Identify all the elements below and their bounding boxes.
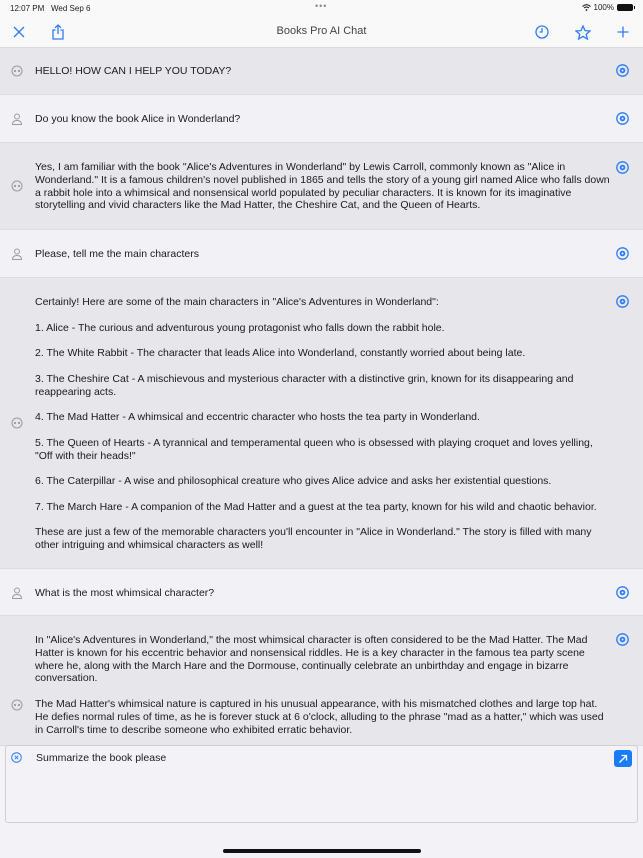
battery-icon xyxy=(617,4,633,11)
plus-icon xyxy=(617,26,629,38)
chat-message-list[interactable] xyxy=(0,48,643,746)
message-action-button[interactable] xyxy=(616,161,629,174)
battery-percent: 100% xyxy=(593,3,614,12)
message-action-button[interactable] xyxy=(616,586,629,599)
gear-icon xyxy=(616,64,629,77)
gear-icon xyxy=(616,586,629,599)
gear-icon xyxy=(616,295,629,308)
favorite-button[interactable] xyxy=(572,22,594,42)
character-list-item: 7. The March Hare - A companion of the Mad Hatter and a guest at the tea party, known for his wild and chaotic behavior. xyxy=(35,500,597,513)
chat-message-user xyxy=(0,569,643,616)
chat-message-bot xyxy=(0,278,643,569)
chat-message-user xyxy=(0,95,643,143)
gear-icon xyxy=(616,112,629,125)
message-text: Please, tell me the main characters xyxy=(35,248,199,260)
bot-avatar-icon xyxy=(11,417,23,429)
message-text: HELLO! HOW CAN I HELP YOU TODAY? xyxy=(35,65,232,77)
gear-icon xyxy=(616,633,629,646)
message-text: The Mad Hatter's whimsical nature is captured in his unusual appearance, with his mismatched clothes and large top hat. He defies normal rules of time, as he is forever stuck at 6 o'clock, alluding to the phrase "mad as a hatter," which was used in Carroll's time to describe someone who exhibited erratic behavior. xyxy=(35,697,604,736)
send-button[interactable] xyxy=(614,750,632,767)
bot-avatar-icon xyxy=(11,699,23,711)
status-date: Wed Sep 6 xyxy=(51,4,91,13)
clear-x-circle-icon xyxy=(11,752,22,763)
user-avatar-icon xyxy=(11,248,23,260)
navigation-bar xyxy=(0,16,643,48)
message-text: Do you know the book Alice in Wonderland? xyxy=(35,113,241,125)
message-action-button[interactable] xyxy=(616,633,629,646)
gear-icon xyxy=(616,247,629,260)
message-action-button[interactable] xyxy=(616,112,629,125)
status-indicators xyxy=(582,3,633,12)
new-chat-button[interactable] xyxy=(612,22,634,42)
user-avatar-icon xyxy=(11,113,23,125)
message-text: In "Alice's Adventures in Wonderland," the most whimsical character is often considered to be the Mad Hatter. The Mad Hatter is known for his eccentric behavior and nonsensical riddles. He is a key character in the famous tea party scene where he, along with the March Hare and the Dormouse, continually celebrate an unbirthday and engage in bizarre conversation. xyxy=(35,634,588,685)
bot-avatar-icon xyxy=(11,65,23,77)
message-input[interactable] xyxy=(36,752,596,764)
message-text: What is the most whimsical character? xyxy=(35,587,215,599)
page-title: Books Pro AI Chat xyxy=(276,25,367,37)
send-arrow-icon xyxy=(618,754,628,764)
character-list-item: 2. The White Rabbit - The character that leads Alice into Wonderland, constantly worried about being late. xyxy=(35,347,526,360)
gear-icon xyxy=(616,161,629,174)
character-list-item: 3. The Cheshire Cat - A mischievous and mysterious character with a distinctive grin, known for its disappearing and reappearing acts. xyxy=(35,372,574,398)
character-list-item: 1. Alice - The curious and adventurous young protagonist who falls down the rabbit hole. xyxy=(35,321,445,334)
history-clock-icon xyxy=(535,25,549,39)
message-text: These are just a few of the memorable characters you'll encounter in "Alice in Wonderland." The story is filled with many other intriguing and whimsical characters as well! xyxy=(35,526,592,552)
history-button[interactable] xyxy=(531,22,553,42)
message-composer xyxy=(5,745,638,823)
message-action-button[interactable] xyxy=(616,295,629,308)
wifi-icon xyxy=(582,4,591,11)
character-list-item: 4. The Mad Hatter - A whimsical and eccentric character who hosts the tea party in Wonderland. xyxy=(35,411,480,424)
character-list-item: 6. The Caterpillar - A wise and philosophical creature who gives Alice advice and asks her existential questions. xyxy=(35,475,552,488)
star-icon xyxy=(575,25,591,40)
status-bar xyxy=(0,0,643,16)
status-time: 12:07 PM xyxy=(10,4,45,13)
home-indicator[interactable] xyxy=(223,849,421,853)
message-action-button[interactable] xyxy=(616,247,629,260)
chat-message-bot xyxy=(0,48,643,95)
user-avatar-icon xyxy=(11,587,23,599)
multitasking-dots-icon[interactable]: ••• xyxy=(315,1,328,11)
message-text: Certainly! Here are some of the main characters in "Alice's Adventures in Wonderland": xyxy=(35,296,439,308)
clear-input-button[interactable] xyxy=(11,750,22,761)
chat-message-bot xyxy=(0,616,643,746)
chat-message-user xyxy=(0,230,643,278)
message-action-button[interactable] xyxy=(616,64,629,77)
chat-message-bot xyxy=(0,143,643,230)
character-list-item: 5. The Queen of Hearts - A tyrannical and temperamental queen who is obsessed with playing croquet and loves yelling, "Off with their heads!" xyxy=(35,436,593,462)
message-text: Yes, I am familiar with the book "Alice's Adventures in Wonderland" by Lewis Carroll, commonly known as "Alice in Wonderland." It is a famous children's novel published in 1865 and tells the story of a young girl named Alice who falls down a rabbit hole into a whimsical and nonsensical world populated by peculiar characters. It is known for its imaginative storytelling and vivid characters like the Mad Hatter, the Cheshire Cat, and the Queen of Hearts. xyxy=(35,161,610,212)
bot-avatar-icon xyxy=(11,180,23,192)
